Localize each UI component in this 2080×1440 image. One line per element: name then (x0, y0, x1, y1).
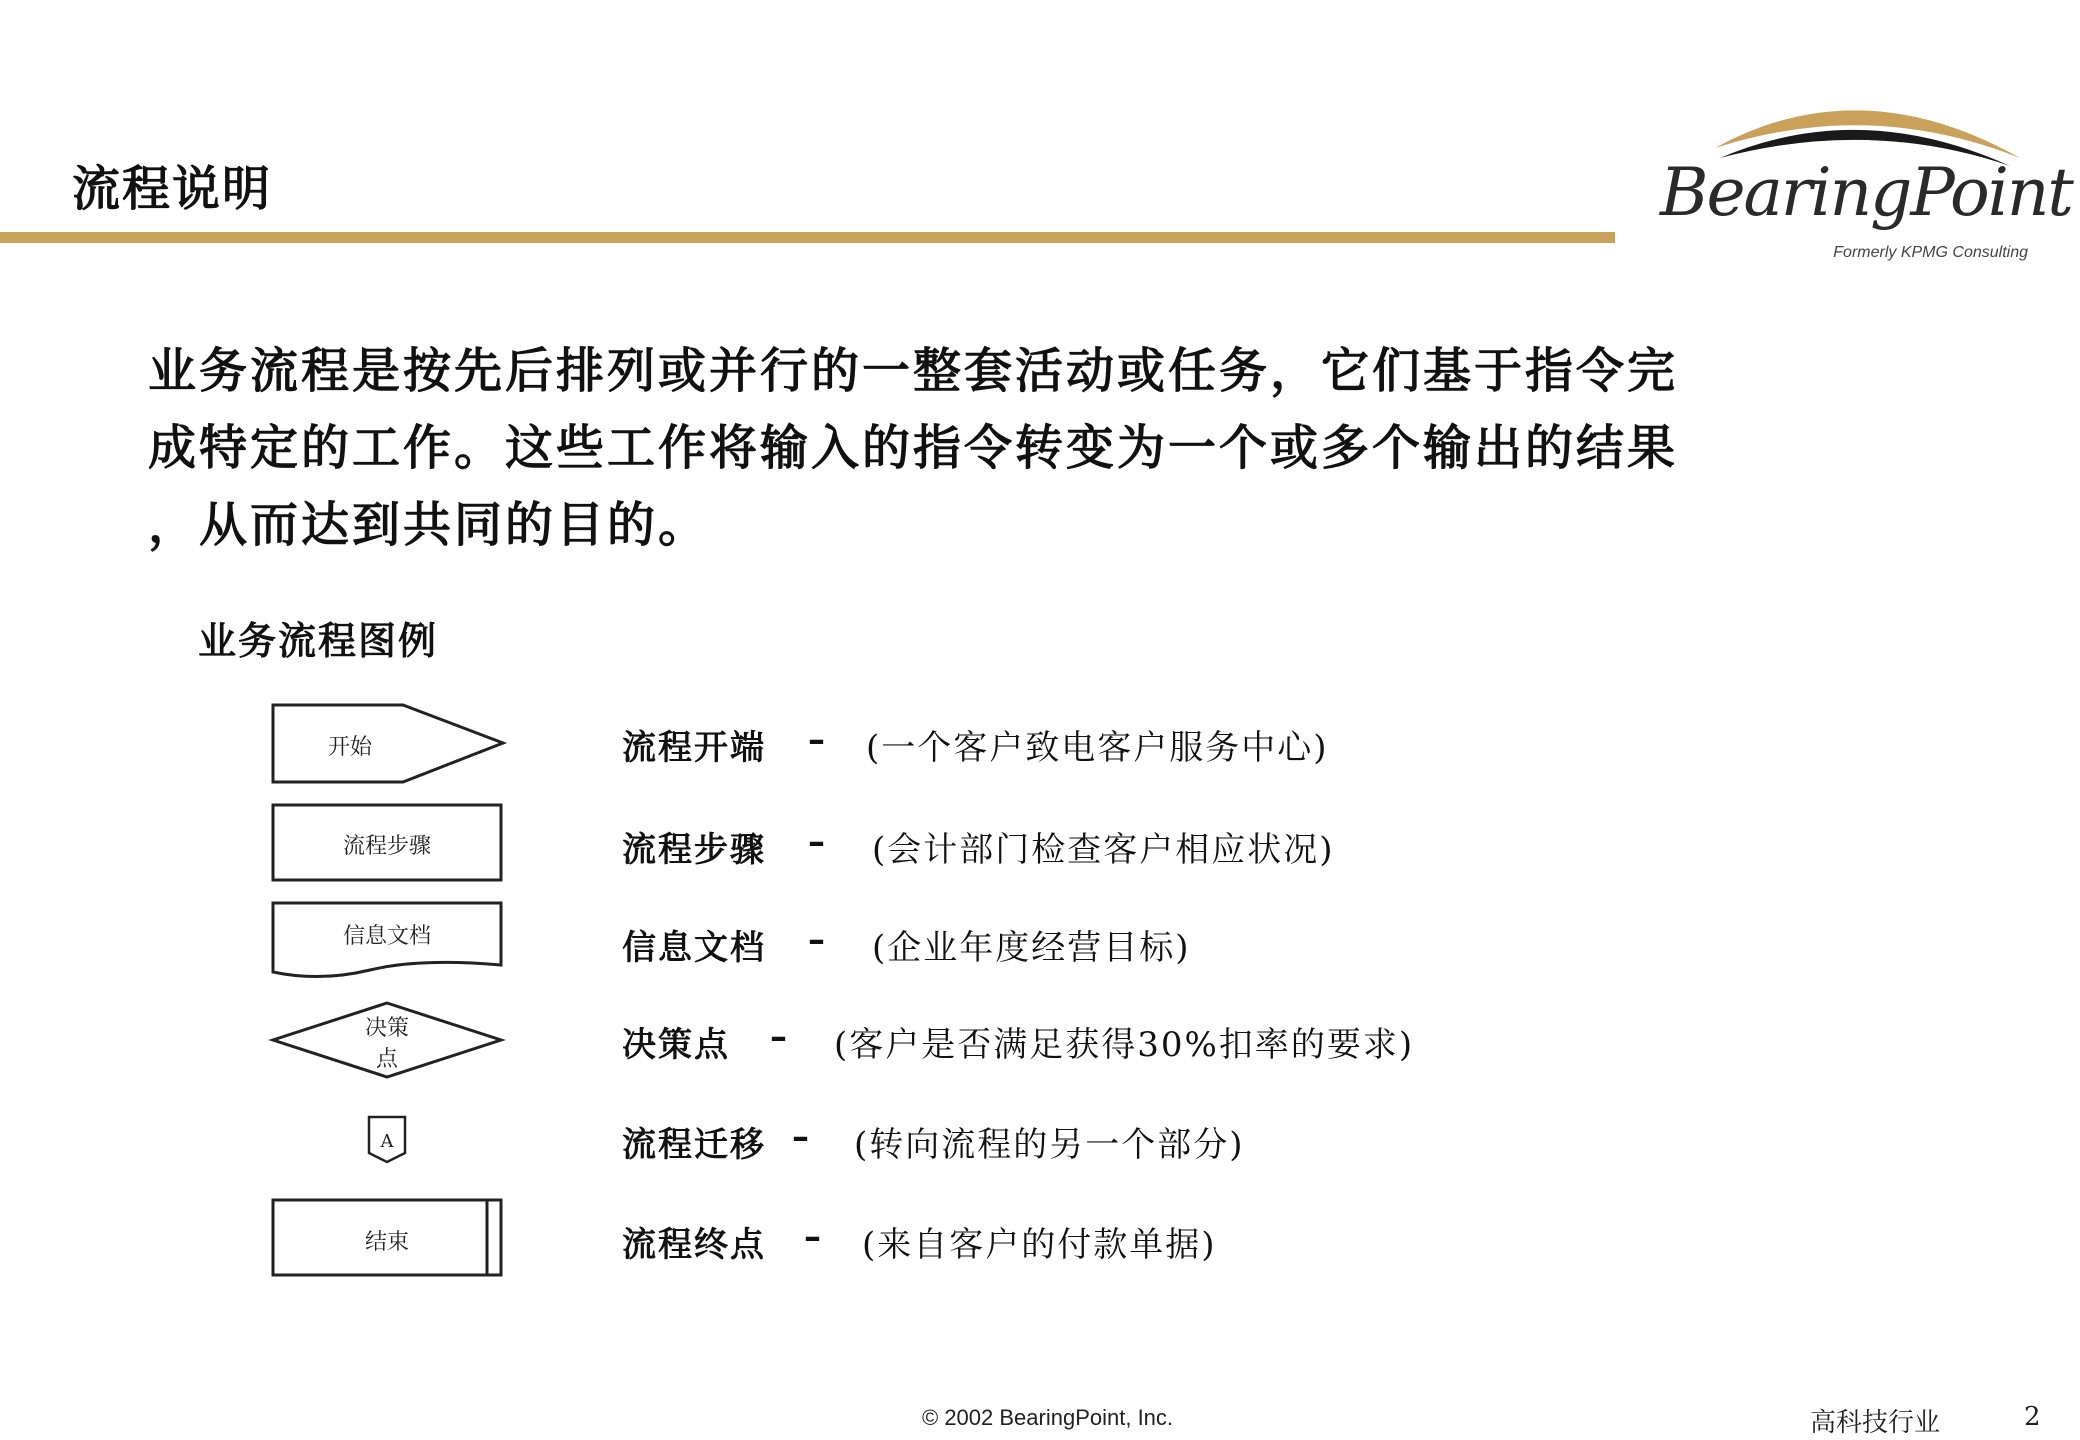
symbol-label-process: 流程步骤 (342, 834, 432, 859)
logo-wordmark: BearingPoint (1660, 154, 2072, 231)
intro-line: 成特定的工作。这些工作将输入的指令转变为一个或多个输出的结果 (148, 420, 1679, 476)
page-number: 2 (2024, 1402, 2041, 1432)
logo-subtitle: Formerly KPMG Consulting (1833, 244, 2028, 261)
legend-dash: – (770, 1017, 787, 1057)
symbol-label-start: 开始 (328, 735, 373, 760)
footer-copyright: © 2002 BearingPoint, Inc. (922, 1405, 1174, 1430)
process-rectangle-shape (273, 805, 501, 880)
legend-desc: (会计部门检查客户相应状况) (872, 830, 1335, 870)
page-title: 流程说明 (72, 161, 273, 217)
legend-term: 决策点 (622, 1025, 730, 1065)
symbol-label-end: 结束 (364, 1230, 410, 1255)
legend-dash: – (792, 1117, 809, 1157)
legend-desc: (来自客户的付款单据) (862, 1225, 1217, 1265)
symbol-label-decision-2: 点 (375, 1047, 399, 1072)
legend-dash: – (808, 720, 825, 760)
intro-line: 业务流程是按先后排列或并行的一整套活动或任务，它们基于指令完 (148, 343, 1679, 399)
symbol-label-connector: A (380, 1131, 394, 1152)
legend-term: 流程步骤 (622, 830, 766, 870)
intro-line: ，从而达到共同的目的。 (148, 497, 710, 553)
legend-title: 业务流程图例 (198, 619, 439, 663)
legend-desc: (转向流程的另一个部分) (854, 1125, 1245, 1165)
symbol-label-document: 信息文档 (342, 924, 432, 949)
footer-industry: 高科技行业 (1810, 1408, 1941, 1438)
legend-dash: – (804, 1217, 821, 1257)
start-arrow-shape (273, 705, 503, 782)
legend-dash: – (808, 822, 825, 862)
symbol-label-decision-1: 决策 (364, 1016, 410, 1041)
offpage-connector-shape (369, 1117, 405, 1162)
legend-term: 信息文档 (622, 928, 766, 968)
legend-dash: – (808, 920, 825, 960)
legend-term: 流程终点 (622, 1225, 766, 1265)
legend-term: 流程开端 (622, 728, 766, 768)
decision-diamond-shape (273, 1003, 501, 1077)
legend-term: 流程迁移 (622, 1125, 766, 1165)
legend-desc: (客户是否满足获得30%扣率的要求) (834, 1025, 1415, 1065)
legend-desc: (企业年度经营目标) (872, 928, 1191, 968)
legend-desc: (一个客户致电客户服务中心) (866, 728, 1329, 768)
document-shape (273, 903, 501, 977)
end-rectangle-shape (273, 1200, 501, 1275)
